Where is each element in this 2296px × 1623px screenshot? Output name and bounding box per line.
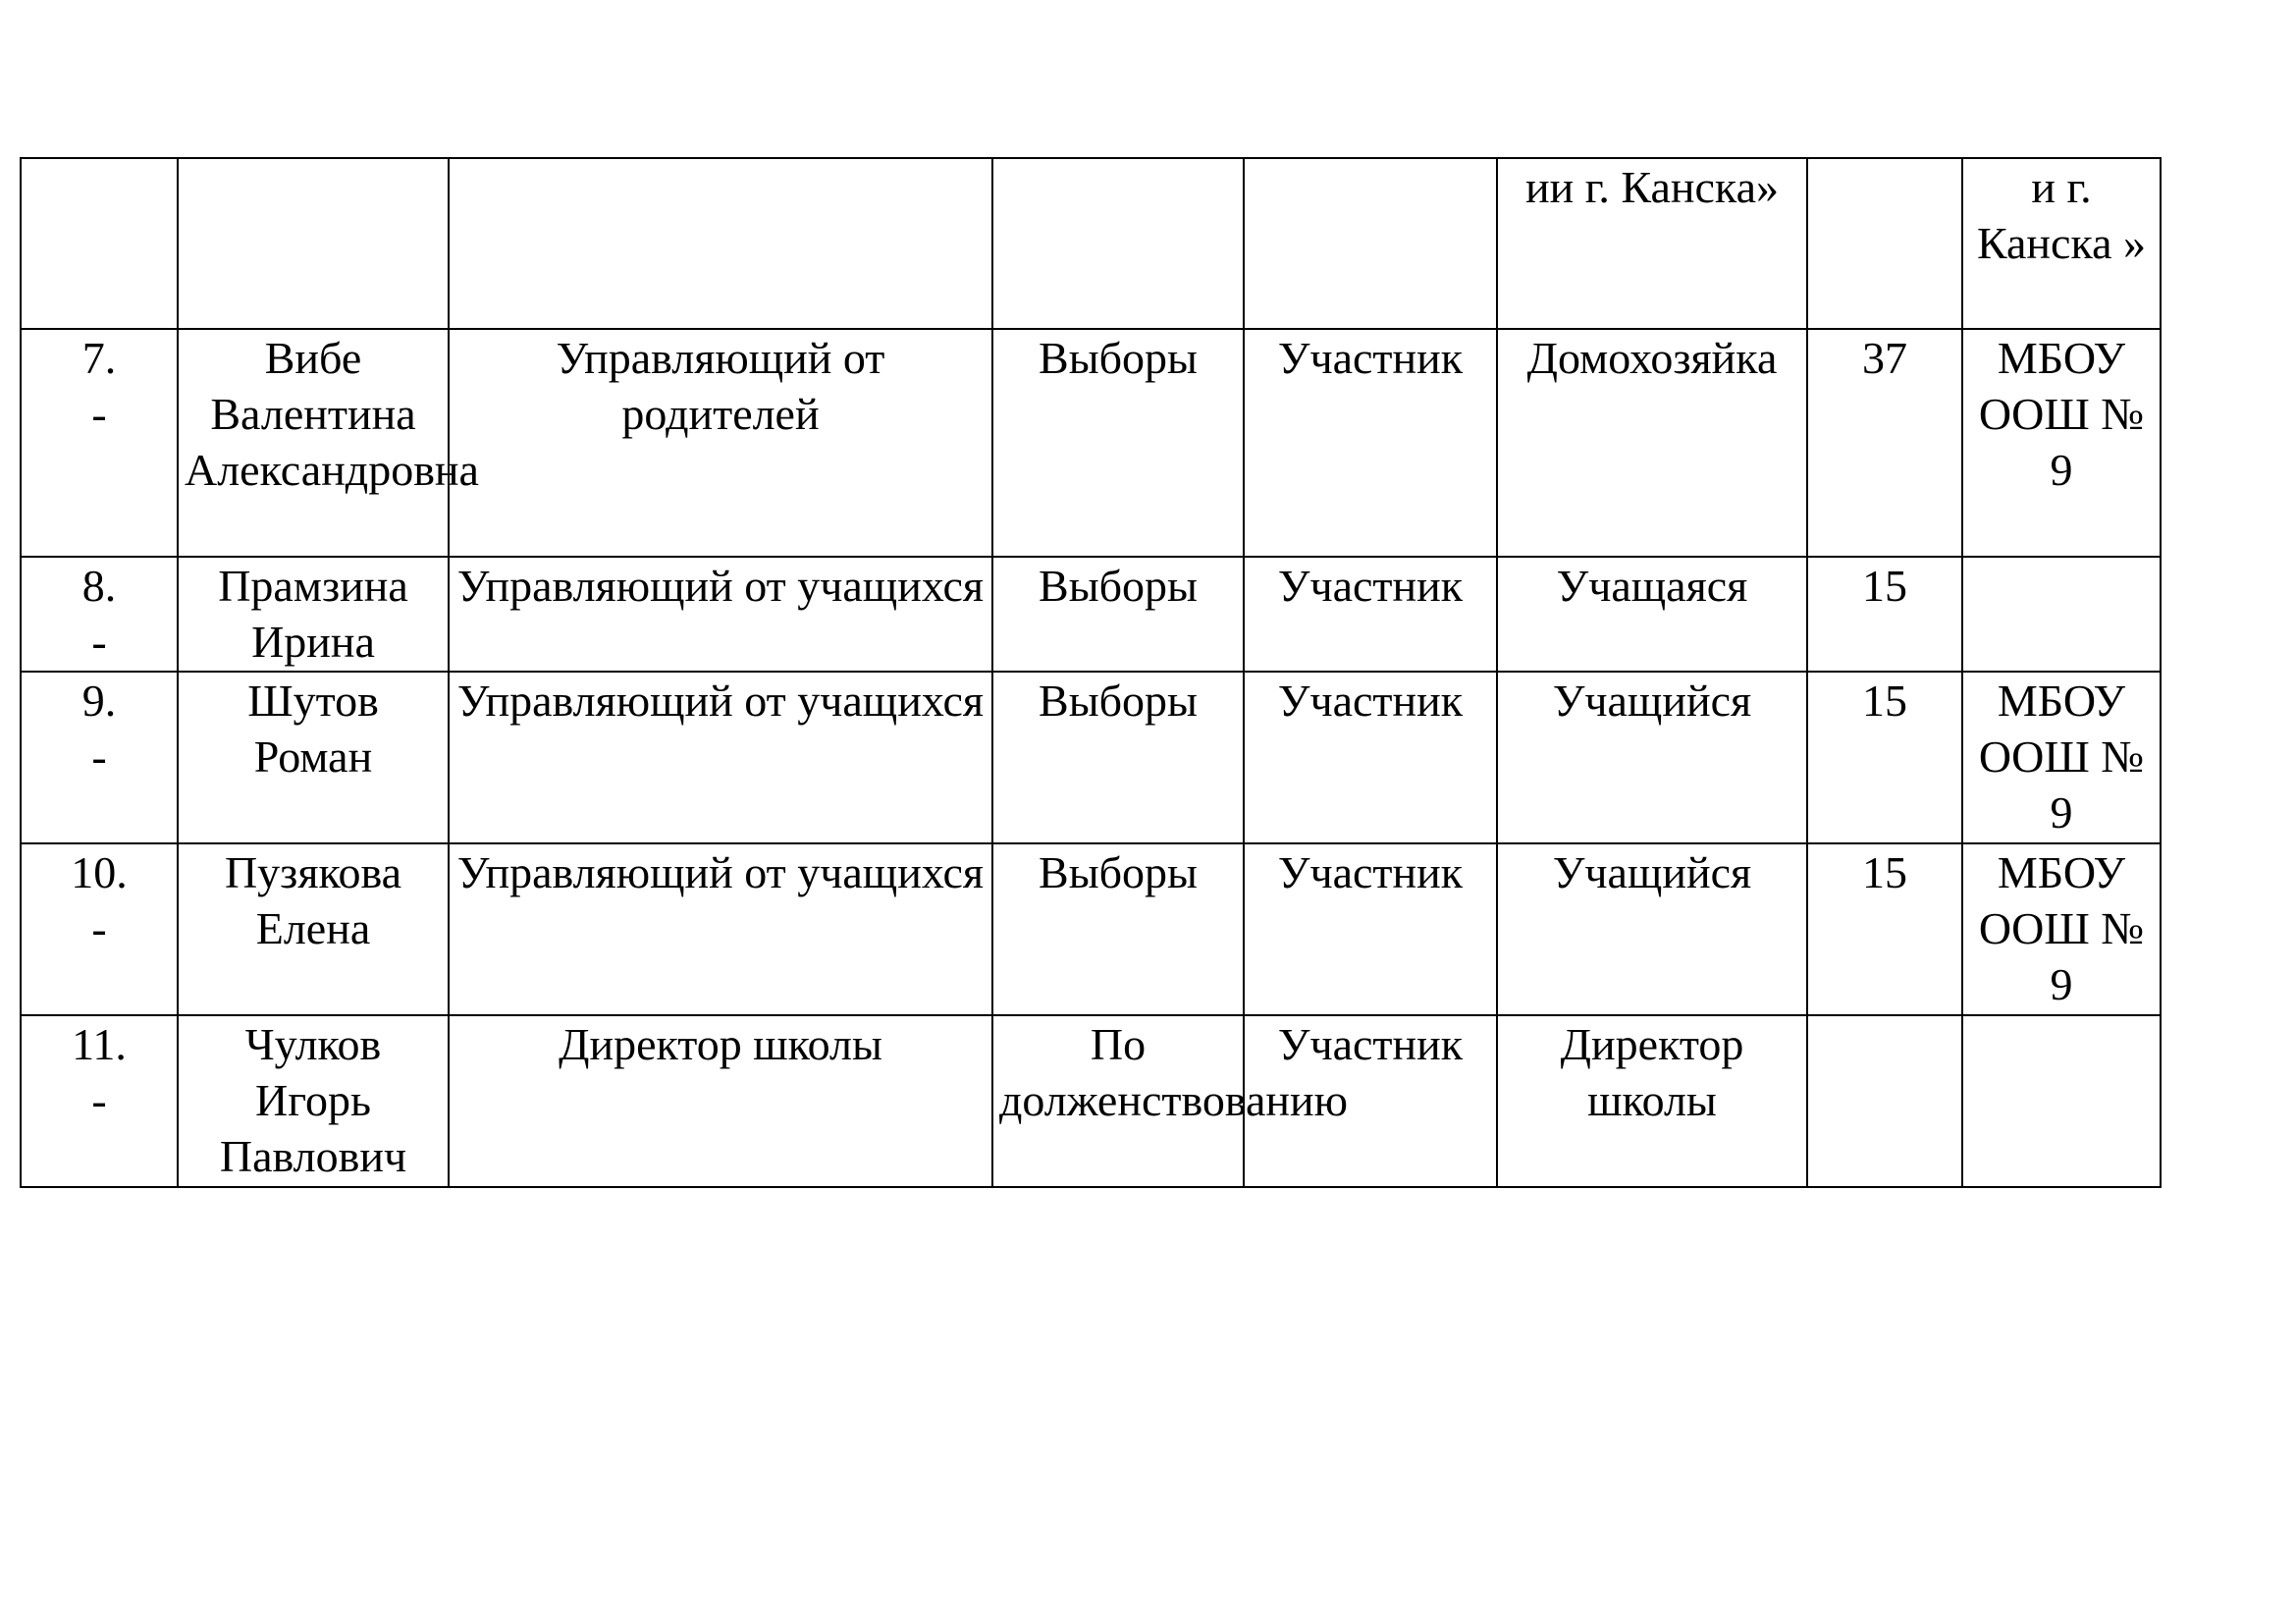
cell-org [1962,557,2161,672]
cell-name [178,158,449,329]
cell-method: По долженствованию [992,1015,1244,1187]
cell-status: Участник [1244,672,1497,843]
table-row [21,557,2161,672]
cell-age: 15 [1807,672,1962,843]
table-row-continuation [21,158,2161,329]
cell-name: Шутов Роман [178,672,449,843]
cell-occupation: Учащаяся [1497,557,1807,672]
cell-age: 15 [1807,843,1962,1015]
cell-occupation: Учащийся [1497,672,1807,843]
cell-age [1807,158,1962,329]
cell-org: МБОУ ООШ № 9 [1962,672,2161,843]
cell-status: Участник [1244,557,1497,672]
cell-name: Пузякова Елена [178,843,449,1015]
cell-method: Выборы [992,329,1244,557]
cell-num [21,158,178,329]
cell-age: 15 [1807,557,1962,672]
cell-name: Прамзина Ирина [178,557,449,672]
cell-num: 11. - [21,1015,178,1187]
cell-org [1962,1015,2161,1187]
cell-age: 37 [1807,329,1962,557]
cell-name: Вибе Валентина Александровна [178,329,449,557]
cell-status: Участник [1244,329,1497,557]
cell-status: Участник [1244,1015,1497,1187]
table-row [21,329,2161,557]
cell-num: 9. - [21,672,178,843]
cell-name: Чулков Игорь Павлович [178,1015,449,1187]
cell-role: Управляющий от учащихся [449,843,992,1015]
cell-method: Выборы [992,672,1244,843]
cell-occupation: Домохозяйка [1497,329,1807,557]
members-table [20,157,2162,1188]
cell-num: 10. - [21,843,178,1015]
cell-occupation: ии г. Канска» [1497,158,1807,329]
cell-org: и г. Канска » [1962,158,2161,329]
cell-role: Управляющий от учащихся [449,672,992,843]
cell-org: МБОУ ООШ № 9 [1962,329,2161,557]
table-row [21,672,2161,843]
cell-method: Выборы [992,843,1244,1015]
cell-age [1807,1015,1962,1187]
cell-status [1244,158,1497,329]
cell-role: Директор школы [449,1015,992,1187]
cell-occupation: Учащийся [1497,843,1807,1015]
cell-role: Управляющий от родителей [449,329,992,557]
cell-role: Управляющий от учащихся [449,557,992,672]
cell-occupation: Директор школы [1497,1015,1807,1187]
cell-org: МБОУ ООШ № 9 [1962,843,2161,1015]
cell-method: Выборы [992,557,1244,672]
cell-num: 7. - [21,329,178,557]
table-row [21,1015,2161,1187]
cell-status: Участник [1244,843,1497,1015]
cell-method [992,158,1244,329]
cell-num: 8. - [21,557,178,672]
table-row [21,843,2161,1015]
cell-role [449,158,992,329]
